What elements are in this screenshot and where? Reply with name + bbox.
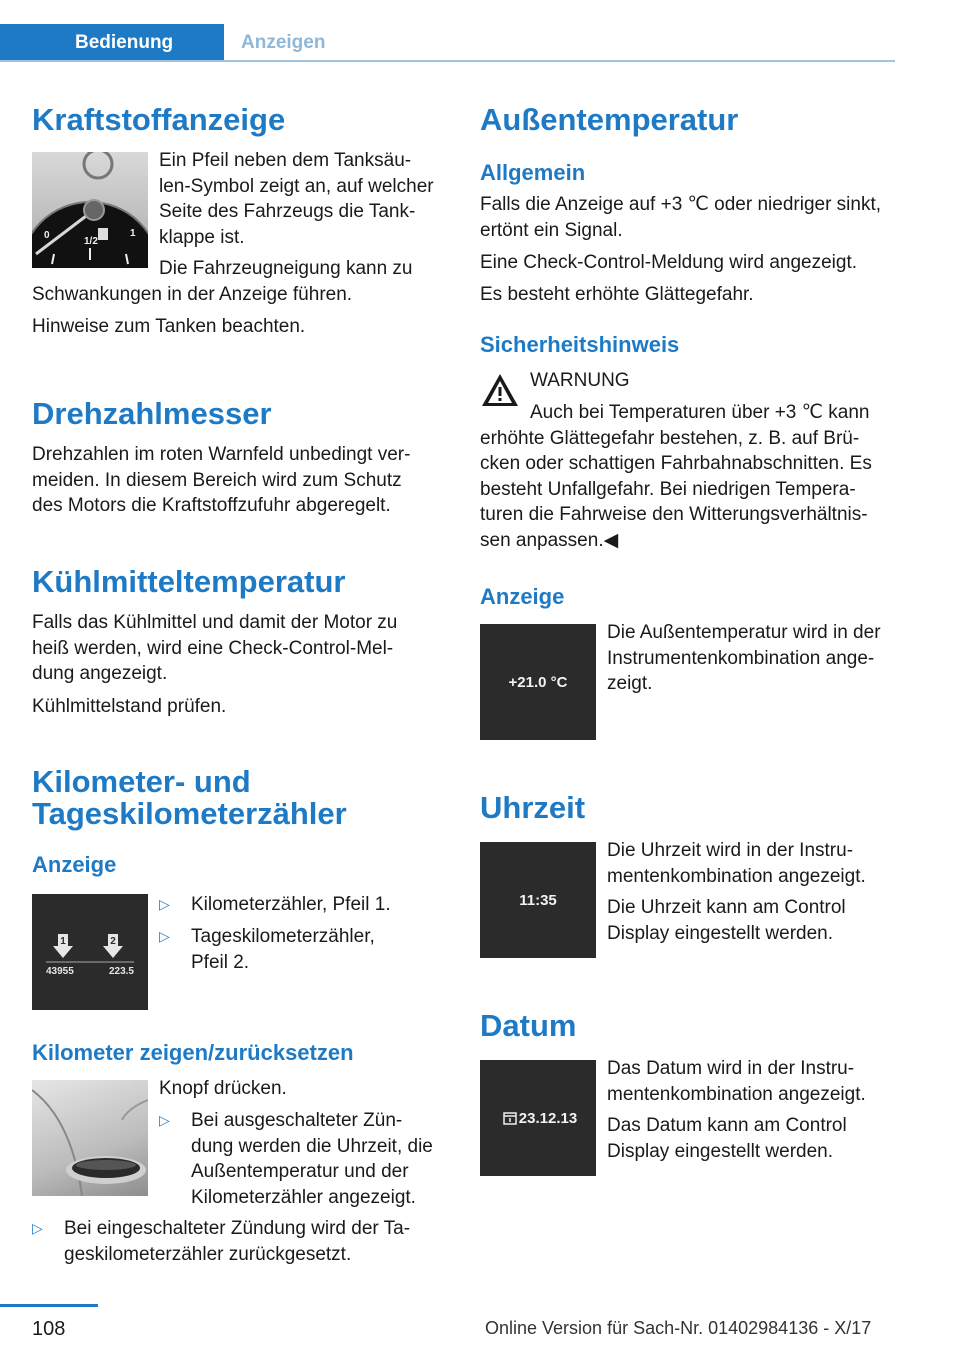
drehzahl-text: Drehzahlen im roten Warnfeld unbedingt ver- meiden. In diesem Bereich wird zum Schutz des Motors die Kraftstoffzufuhr abgeregelt. <box>32 444 411 516</box>
warning-text-first-line: Auch bei Temperaturen über +3 ℃ kann <box>530 402 870 423</box>
triangle-bullet-icon: ▷ <box>32 1220 43 1236</box>
warning-text: erhöhte Glättegefahr bestehen, z. B. auf Brü- cken oder schattigen Fahrbahnabschnitten. Es besteht Unfallgefahr. Bei niedrigen Tempera- turen die Fahrweise den Witterungsverhältnis- sen anpassen.◀ <box>480 427 872 551</box>
date-display-value: 23.12.13 <box>518 1110 578 1127</box>
reset-knob-icon <box>32 1080 148 1196</box>
heading-kilometerzaehler: Kilometer- und Tageskilometerzähler <box>32 764 347 831</box>
svg-text:1: 1 <box>60 936 66 947</box>
odometer-image <box>32 894 148 1010</box>
kuehl-text-2: Kühlmittelstand prüfen. <box>32 696 227 717</box>
page-number: 108 <box>32 1318 66 1340</box>
online-version-note: Online Version für Sach-Nr. 01402984136 - X/17 <box>485 1318 872 1338</box>
svg-text:223.5: 223.5 <box>108 966 134 977</box>
heading-kraftstoffanzeige: Kraftstoffanzeige <box>32 102 286 137</box>
date-display-image <box>480 1060 596 1176</box>
fuel-gauge-icon <box>32 152 148 268</box>
footer-rule <box>0 1304 98 1307</box>
svg-text:1: 1 <box>130 228 136 239</box>
header-rule <box>0 60 895 62</box>
kraftstoff-text-3: Hinweise zum Tanken beachten. <box>32 316 306 337</box>
subheading-sicherheitshinweis: Sicherheitshinweis <box>480 332 680 357</box>
kraftstoff-text-2: Die Fahrzeugneigung kann zu Schwankungen in der Anzeige führen. <box>32 258 413 305</box>
heading-uhrzeit: Uhrzeit <box>480 790 586 825</box>
uhrzeit-text-2: Die Uhrzeit kann am Control Display eingestellt werden. <box>607 897 846 944</box>
aussen-text-3: Es besteht erhöhte Glättegefahr. <box>480 284 754 305</box>
aussen-text-2: Eine Check-Control-Meldung wird angezeigt. <box>480 252 858 273</box>
uhrzeit-text-1: Die Uhrzeit wird in der Instru- mentenkombination angezeigt. <box>607 840 866 887</box>
subheading-anzeige-right: Anzeige <box>480 584 565 609</box>
aussen-anzeige-text: Die Außentemperatur wird in der Instrumentenkombination ange- zeigt. <box>607 622 881 694</box>
tab-anzeigen[interactable]: Anzeigen <box>241 32 326 53</box>
subheading-anzeige-left: Anzeige <box>32 852 117 877</box>
clock-display-image <box>480 842 596 958</box>
svg-text:2: 2 <box>110 936 116 947</box>
header-tabs <box>0 24 895 62</box>
kuehl-text-1: Falls das Kühlmittel und damit der Motor zu heiß werden, wird eine Check-Control-Mel- dung angezeigt. <box>32 612 398 684</box>
datum-text-1: Das Datum wird in der Instru- mentenkombination angezeigt. <box>607 1058 866 1105</box>
clock-display-value: 11:35 <box>519 892 557 909</box>
triangle-bullet-icon: ▷ <box>159 1112 170 1128</box>
heading-datum: Datum <box>480 1008 577 1043</box>
subheading-allgemein: Allgemein <box>480 160 586 185</box>
reset-knob-image <box>32 1080 148 1196</box>
temperature-display-image <box>480 624 596 740</box>
subheading-kilometer-reset: Kilometer zeigen/zurücksetzen <box>32 1040 354 1065</box>
triangle-bullet-icon: ▷ <box>159 928 170 944</box>
reset-text: Knopf drücken. <box>159 1078 287 1099</box>
heading-kuehlmitteltemperatur: Kühlmitteltemperatur <box>32 564 346 599</box>
fuel-gauge-image <box>32 152 148 268</box>
temperature-display-value: +21.0 °C <box>508 674 568 691</box>
tab-bedienung[interactable]: Bedienung <box>0 24 224 62</box>
datum-text-2: Das Datum kann am Control Display eingestellt werden. <box>607 1115 847 1162</box>
aussen-text-1: Falls die Anzeige auf +3 ℃ oder niedriger sinkt, ertönt ein Signal. <box>480 194 882 241</box>
svg-text:1/2: 1/2 <box>84 236 98 247</box>
heading-drehzahlmesser: Drehzahlmesser <box>32 396 272 431</box>
svg-text:0: 0 <box>44 230 50 241</box>
svg-text:43955: 43955 <box>46 966 74 977</box>
triangle-bullet-icon: ▷ <box>159 896 170 912</box>
kraftstoff-text-1: Ein Pfeil neben dem Tanksäu- len-Symbol zeigt an, auf welcher Seite des Fahrzeugs die Tank- klappe ist. <box>159 150 434 248</box>
warning-triangle-icon <box>480 372 520 408</box>
odometer-arrows-icon <box>32 894 148 1010</box>
heading-aussentemperatur: Außentemperatur <box>480 102 739 137</box>
warning-label: WARNUNG <box>530 370 630 391</box>
